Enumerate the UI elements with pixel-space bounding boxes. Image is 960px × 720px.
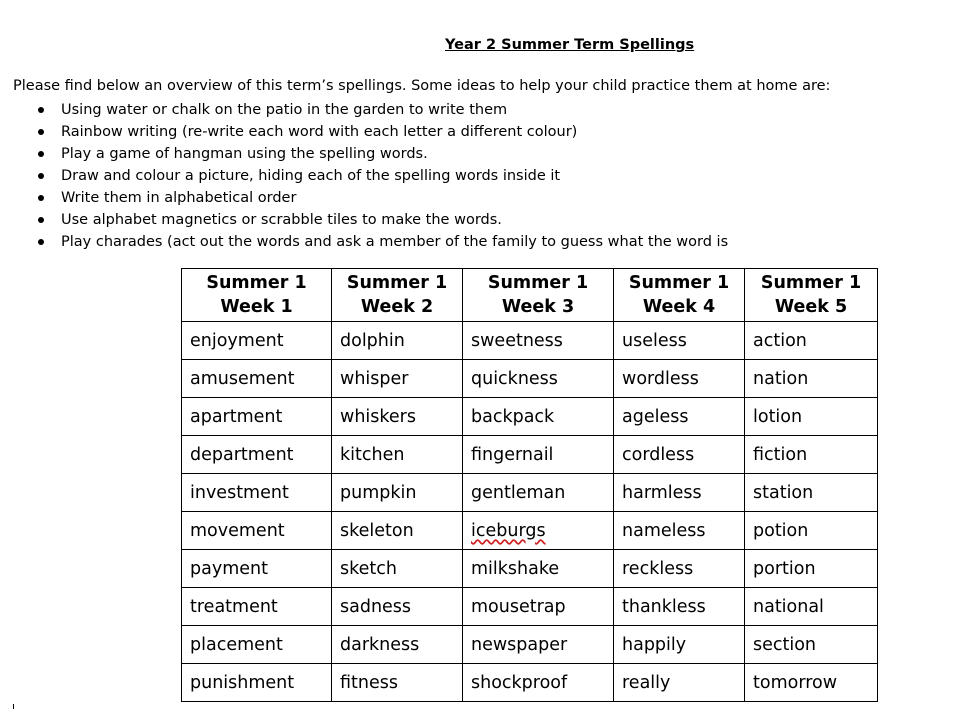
spelling-word: payment xyxy=(182,550,332,588)
header-line-term: Summer 1 xyxy=(206,273,307,293)
spelling-word: harmless xyxy=(614,474,745,512)
spelling-word: whiskers xyxy=(332,398,463,436)
table-row xyxy=(182,322,878,360)
header-line-week: Week 3 xyxy=(501,297,575,317)
intro-text: Please find below an overview of this term’s spellings. Some ideas to help your child practice them at home are: xyxy=(13,78,831,94)
page-mark xyxy=(13,704,14,709)
document-title: Year 2 Summer Term Spellings xyxy=(445,37,695,53)
spelling-word: ageless xyxy=(614,398,745,436)
spelling-word: kitchen xyxy=(332,436,463,474)
spelling-word: apartment xyxy=(182,398,332,436)
spelling-word: potion xyxy=(745,512,878,550)
spelling-word: punishment xyxy=(182,664,332,702)
spelling-word: placement xyxy=(182,626,332,664)
spelling-word: reckless xyxy=(614,550,745,588)
spelling-word: fiction xyxy=(745,436,878,474)
table-row xyxy=(182,512,878,550)
idea-item: Rainbow writing (re-write each word with each letter a different colour) xyxy=(36,121,728,143)
table-row xyxy=(182,664,878,702)
idea-item: Play a game of hangman using the spelling words. xyxy=(36,143,728,165)
spelling-word: gentleman xyxy=(463,474,614,512)
header-line-week: Week 4 xyxy=(642,297,716,317)
spelling-word: milkshake xyxy=(463,550,614,588)
spelling-word: darkness xyxy=(332,626,463,664)
spelling-word: station xyxy=(745,474,878,512)
idea-item: Use alphabet magnetics or scrabble tiles to make the words. xyxy=(36,209,728,231)
spelling-word: movement xyxy=(182,512,332,550)
idea-item: Draw and colour a picture, hiding each of the spelling words inside it xyxy=(36,165,728,187)
idea-item: Using water or chalk on the patio in the garden to write them xyxy=(36,99,728,121)
spelling-word: section xyxy=(745,626,878,664)
spelling-word: thankless xyxy=(614,588,745,626)
table-row xyxy=(182,360,878,398)
spelling-word: fitness xyxy=(332,664,463,702)
spelling-word: treatment xyxy=(182,588,332,626)
column-header-week-2 xyxy=(332,269,463,322)
spelling-word: mousetrap xyxy=(463,588,614,626)
table-header-row xyxy=(182,269,878,322)
spelling-word: investment xyxy=(182,474,332,512)
spelling-word xyxy=(463,512,614,550)
spelling-word: wordless xyxy=(614,360,745,398)
header-line-term: Summer 1 xyxy=(487,273,589,293)
header-line-term: Summer 1 xyxy=(346,273,448,293)
spelling-word: quickness xyxy=(463,360,614,398)
spelling-word: action xyxy=(745,322,878,360)
spelling-word: sweetness xyxy=(463,322,614,360)
spelling-word: sketch xyxy=(332,550,463,588)
spelling-word: nameless xyxy=(614,512,745,550)
table-row xyxy=(182,588,878,626)
spelling-word: pumpkin xyxy=(332,474,463,512)
spelling-word: fingernail xyxy=(463,436,614,474)
header-line-term: Summer 1 xyxy=(628,273,730,293)
column-header-week-5 xyxy=(745,269,878,322)
spelling-word: nation xyxy=(745,360,878,398)
idea-item: Play charades (act out the words and ask a member of the family to guess what the word is xyxy=(36,231,728,253)
spellings-table xyxy=(181,268,878,702)
spelling-word: dolphin xyxy=(332,322,463,360)
column-header-week-1 xyxy=(182,269,332,322)
spelling-word: enjoyment xyxy=(182,322,332,360)
spelling-word: skeleton xyxy=(332,512,463,550)
spelling-word: sadness xyxy=(332,588,463,626)
ideas-list xyxy=(36,99,728,253)
spelling-word: really xyxy=(614,664,745,702)
header-line-week: Week 5 xyxy=(774,297,848,317)
table-row xyxy=(182,626,878,664)
table-row xyxy=(182,398,878,436)
spelling-word: newspaper xyxy=(463,626,614,664)
spelling-word: backpack xyxy=(463,398,614,436)
header-line-term: Summer 1 xyxy=(760,273,862,293)
spelling-word: lotion xyxy=(745,398,878,436)
table-row xyxy=(182,436,878,474)
spelling-word: national xyxy=(745,588,878,626)
spelling-word: tomorrow xyxy=(745,664,878,702)
spelling-word: useless xyxy=(614,322,745,360)
table-row xyxy=(182,550,878,588)
header-line-week: Week 2 xyxy=(360,297,434,317)
misspelled-word: iceburgs xyxy=(471,520,546,541)
spelling-word: whisper xyxy=(332,360,463,398)
column-header-week-3 xyxy=(463,269,614,322)
spelling-word: amusement xyxy=(182,360,332,398)
spelling-word: department xyxy=(182,436,332,474)
spelling-word: portion xyxy=(745,550,878,588)
header-line-week: Week 1 xyxy=(220,297,293,317)
spelling-word: cordless xyxy=(614,436,745,474)
column-header-week-4 xyxy=(614,269,745,322)
spelling-word: shockproof xyxy=(463,664,614,702)
table-row xyxy=(182,474,878,512)
spelling-word: happily xyxy=(614,626,745,664)
idea-item: Write them in alphabetical order xyxy=(36,187,728,209)
